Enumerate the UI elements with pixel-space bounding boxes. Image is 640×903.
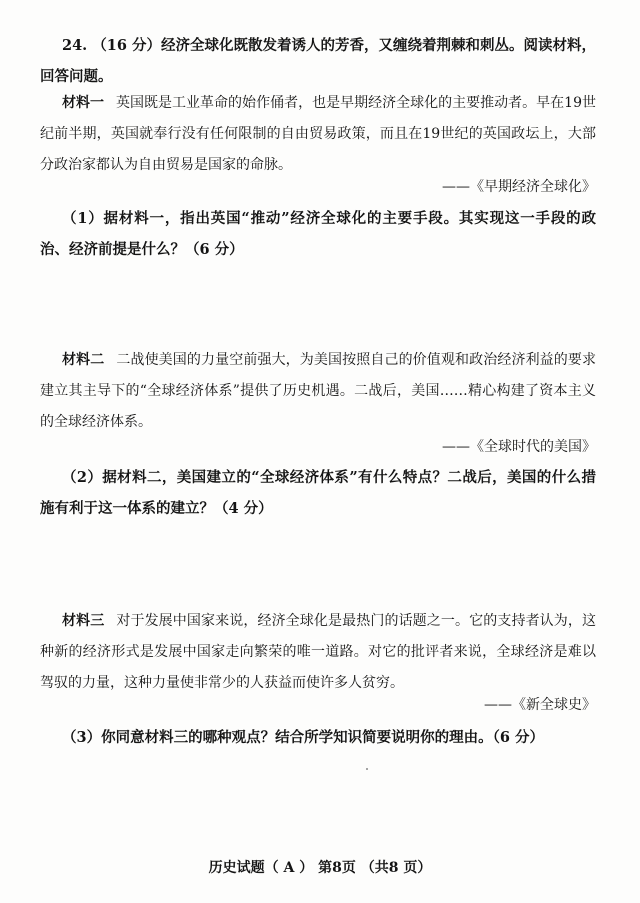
sub-question-2-text: （2）据材料二，美国建立的“全球经济体系”有什么特点？二战后，美国的什么措施有利于这一体系的建立？（4 分） <box>40 469 596 517</box>
question-intro: 24. （16 分）经济全球化既散发着诱人的芳香，又缠绕着荆棘和刺丛。阅读材料，回答问题。 <box>40 37 596 85</box>
sub-question-1 <box>40 203 596 265</box>
material-1-paragraph <box>40 88 596 181</box>
material-2-label: 材料二 <box>62 352 105 368</box>
material-2 <box>40 345 596 438</box>
sub-question-3-text: （3）你同意材料三的哪种观点？结合所学知识简要说明你的理由。（6 分） <box>62 729 544 746</box>
sub-question-2 <box>40 462 596 524</box>
page-footer: 历史试题（ A ） 第8页 （共8 页） <box>208 860 432 876</box>
material-1-text: 英国既是工业革命的始作俑者，也是早期经济全球化的主要推动者。早在19世纪前半期，英国就奉行没有任何限制的自由贸易政策，而且在19世纪的英国政坛上，大部分政治家都认为自由贸易是国家的命脉。 <box>40 95 596 173</box>
material-1-source: ——《早期经济全球化》 <box>442 179 596 195</box>
material-2-source: ——《全球时代的美国》 <box>442 439 596 455</box>
material-2-text: 二战使美国的力量空前强大，为美国按照自己的价值观和政治经济利益的要求建立其主导下的“全球经济体系”提供了历史机遇。二战后，美国……精心构建了资本主义的全球经济体系。 <box>40 352 597 430</box>
sub-question-1-text: （1）据材料一，指出英国“推动”经济全球化的主要手段。其实现这一手段的政治、经济前提是什么？（6 分） <box>40 210 596 258</box>
sub-question-3 <box>40 722 596 753</box>
material-2-paragraph <box>40 345 596 438</box>
question-24 <box>40 30 596 92</box>
material-3-source: ——《新全球史》 <box>484 697 596 713</box>
scan-speck <box>366 768 368 770</box>
material-1 <box>40 88 596 181</box>
material-3-text: 对于发展中国家来说，经济全球化是最热门的话题之一。它的支持者认为，这种新的经济形式是发展中国家走向繁荣的唯一道路。对它的批评者来说，全球经济是难以驾驭的力量，这种力量使非常少的人获益而使许多人贫穷。 <box>40 613 597 691</box>
material-3-label: 材料三 <box>62 613 105 629</box>
material-3 <box>40 606 596 699</box>
material-1-label: 材料一 <box>62 95 105 111</box>
material-3-paragraph <box>40 606 596 699</box>
